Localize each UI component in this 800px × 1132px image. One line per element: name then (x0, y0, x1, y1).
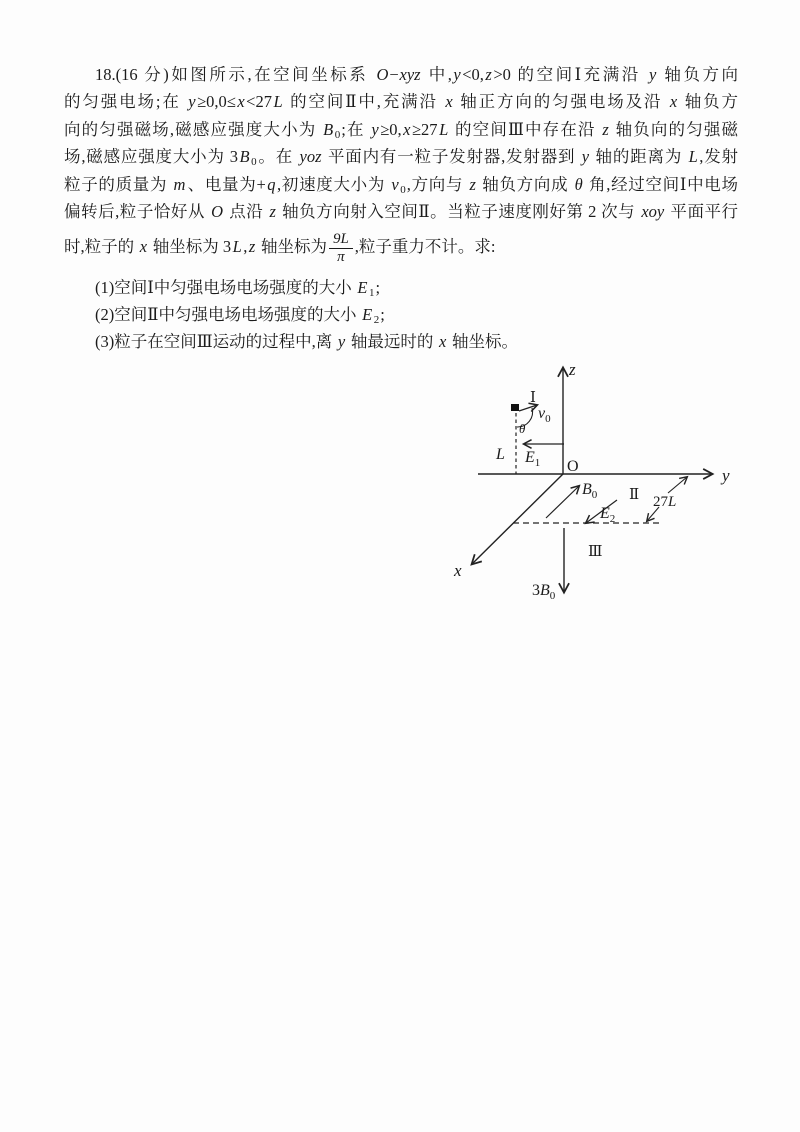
problem-line-1: 18.(16 分)如图所示,在空间坐标系 O−xyz 中,y<0,z>0 的空间Ⅰ充满沿 y 轴负方向 (95, 65, 739, 84)
theta-label: θ (519, 421, 526, 436)
region-2-label: Ⅱ (629, 487, 640, 503)
coordinate-diagram (440, 350, 750, 610)
x-axis-label: x (454, 561, 462, 580)
question-3: (3)粒子在空间Ⅲ运动的过程中,离 y 轴最远时的 x 轴坐标。 (95, 332, 518, 351)
width-27l-label: 27L (653, 494, 677, 510)
v0-label: $v_0$ (538, 405, 551, 425)
problem-line-4: 场,磁感应强度大小为 3B 0。在 yoz 平面内有一粒子发射器,发射器到 y 轴的距离为 L,发射 (64, 147, 739, 168)
question-1: (1)空间Ⅰ中匀强电场电场强度的大小 E 1; (95, 278, 381, 299)
e2-label: $E_2$ (600, 505, 616, 525)
particle-emitter-square (511, 404, 519, 411)
region-1-label: Ⅰ (530, 390, 536, 406)
problem-line-6: 偏转后,粒子恰好从 O 点沿 z 轴负方向射入空间Ⅱ。当粒子速度刚好第 2 次与 xoy 平面平行 (64, 202, 739, 221)
b3-label: $3B_0$ (532, 582, 556, 602)
origin-label: O (567, 458, 579, 475)
v0-arrow (519, 405, 537, 411)
b0-arrow (546, 486, 579, 518)
z-axis-label: z (569, 360, 576, 379)
y-axis-label: y (722, 466, 730, 485)
region-3-label: Ⅲ (588, 544, 603, 560)
emitter-distance-label: L (496, 446, 505, 463)
question-2: (2)空间Ⅱ中匀强电场电场强度的大小 E 2; (95, 305, 385, 326)
x-axis (472, 474, 563, 564)
problem-line-2: 的匀强电场;在 y≥0,0≤x<27L 的空间Ⅱ中,充满沿 x 轴正方向的匀强电场及沿 x 轴负方 (64, 92, 739, 111)
problem-line-7: 时,粒子的 x 轴坐标为 3L,z 轴坐标为 $\frac{9L}{\pi}$ ,粒子重力不计。求: (64, 231, 496, 265)
e1-label: $E_1$ (525, 449, 541, 469)
problem-line-5: 粒子的质量为 m、电量为+q,初速度大小为 v 0,方向与 z 轴负方向成 θ 角,经过空间Ⅰ中电场 (64, 175, 739, 196)
b0-label: $B_0$ (582, 481, 598, 501)
width-27l-upper-arrow (668, 477, 687, 493)
problem-line-3: 向的匀强磁场,磁感应强度大小为 B 0;在 y≥0,x≥27L 的空间Ⅲ中存在沿 z 轴负向的匀强磁 (64, 120, 738, 141)
